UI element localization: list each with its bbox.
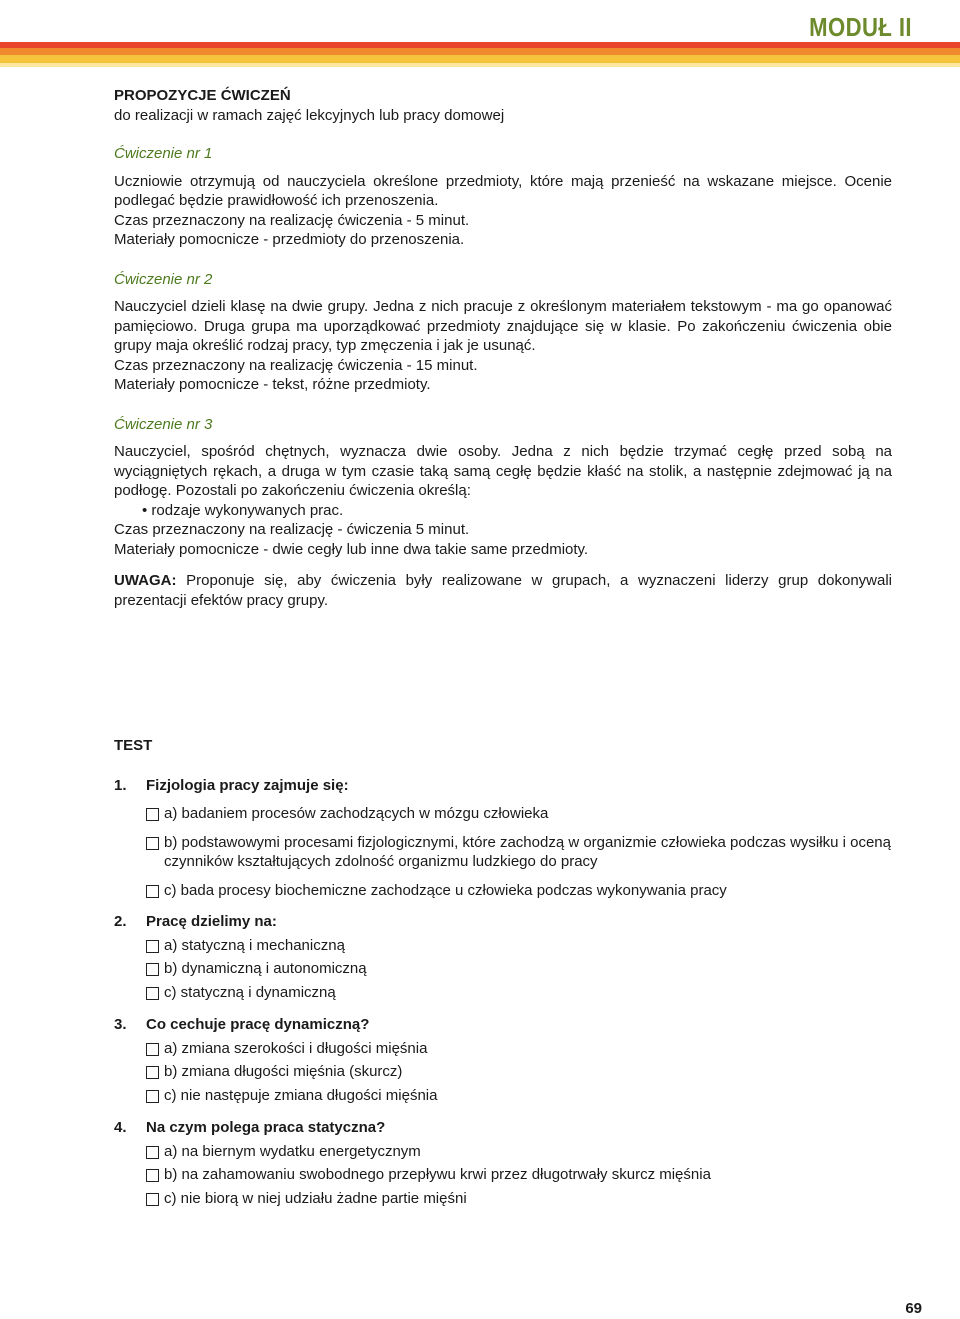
question-1 [114, 776, 892, 796]
answer-text: b) zmiana długości mięśnia (skurcz) [164, 1063, 403, 1080]
band-stripe-yellow [0, 55, 960, 63]
answer-text: a) zmiana szerokości i długości mięśnia [164, 1039, 428, 1057]
checkbox-icon[interactable] [146, 808, 159, 821]
answer-option[interactable] [114, 1142, 892, 1162]
module-label: MODUŁ II [809, 12, 912, 42]
exercise-1-time: Czas przeznaczony na realizację ćwiczenia - 5 minut. [114, 211, 470, 229]
exercise-2-text: Nauczyciel dzieli klasę na dwie grupy. Jedna z nich pracuje z określonym materiałem tekstowym - ma go opanować pamięciowo. Druga grupa ma uporządkować przedmioty znajdujące się w klasie. Po zakończeniu ćwiczenia obie grupy maja określić rodzaj pracy, typ zmęczenia i jak je usunąć. [114, 298, 892, 354]
exercise-2-materials: Materiały pomocnicze - tekst, różne przedmioty. [114, 376, 431, 393]
answer-text: b) na zahamowaniu swobodnego przepływu krwi przez długotrwały skurcz mięśnia [164, 1166, 711, 1183]
note-text: Proponuje się, aby ćwiczenia były realizowane w grupach, a wyznaczeni liderzy grup dokonywali prezentacji efektów pracy grupy. [114, 572, 892, 609]
exercise-3-text: Nauczyciel, spośród chętnych, wyznacza dwie osoby. Jedna z nich będzie trzymać cegłę przed sobą na wyciągniętych rękach, a druga w tym czasie taką samą cegłę będzie kłaść na stolik, a następnie zdejmować ją na podłogę. Pozostali po zakończeniu ćwiczenia określą: [114, 443, 892, 499]
question-number: 2. [114, 913, 127, 930]
section-title: PROPOZYCJE ĆWICZEŃ [114, 87, 291, 104]
exercise-2-time: Czas przeznaczony na realizację ćwiczenia - 15 minut. [114, 356, 478, 374]
answer-option[interactable] [114, 1062, 892, 1082]
section-subtitle: do realizacji w ramach zajęć lekcyjnych lub pracy domowej [114, 106, 505, 124]
answer-option[interactable] [114, 804, 892, 824]
note-label: UWAGA: [114, 572, 177, 589]
question-number: 3. [114, 1016, 127, 1033]
header-color-band [0, 42, 960, 68]
question-4 [114, 1118, 892, 1138]
question-text: Co cechuje pracę dynamiczną? [146, 1016, 370, 1033]
answer-text: a) na biernym wydatku energetycznym [164, 1142, 421, 1160]
checkbox-icon[interactable] [146, 1169, 159, 1182]
answer-text: a) badaniem procesów zachodzących w mózgu człowieka [164, 805, 549, 822]
checkbox-icon[interactable] [146, 1193, 159, 1206]
question-number: 1. [114, 776, 127, 794]
note-paragraph [114, 571, 892, 610]
answer-text: a) statyczną i mechaniczną [164, 936, 345, 954]
checkbox-icon[interactable] [146, 837, 159, 850]
band-stripe-light [0, 63, 960, 67]
checkbox-icon[interactable] [146, 940, 159, 953]
exercise-2-title: Ćwiczenie nr 2 [114, 270, 213, 288]
question-text: Pracę dzielimy na: [146, 913, 277, 930]
answer-text: b) dynamiczną i autonomiczną [164, 960, 367, 977]
exercise-3-time: Czas przeznaczony na realizację - ćwiczenia 5 minut. [114, 521, 470, 538]
question-text: Fizjologia pracy zajmuje się: [146, 776, 349, 794]
page-number: 69 [905, 1300, 922, 1317]
exercise-3-bullet: • rodzaje wykonywanych prac. [142, 501, 344, 519]
answer-text: b) podstawowymi procesami fizjologicznymi, które zachodzą w organizmie człowieka podczas wysiłku i oceną czynników kształtujących zdolność organizmu ludzkiego do pracy [164, 833, 891, 870]
question-number: 4. [114, 1119, 127, 1136]
answer-option[interactable] [114, 936, 892, 956]
band-stripe-orange [0, 48, 960, 55]
answer-option[interactable] [114, 1189, 892, 1209]
checkbox-icon[interactable] [146, 963, 159, 976]
answer-option[interactable] [114, 833, 892, 872]
exercise-3-materials: Materiały pomocnicze - dwie cegły lub inne dwa takie same przedmioty. [114, 540, 589, 558]
checkbox-icon[interactable] [146, 885, 159, 898]
answer-text: c) bada procesy biochemiczne zachodzące u człowieka podczas wykonywania pracy [164, 881, 727, 899]
answer-text: c) nie następuje zmiana długości mięśnia [164, 1086, 438, 1104]
test-title: TEST [114, 737, 153, 754]
answer-option[interactable] [114, 1086, 892, 1106]
checkbox-icon[interactable] [146, 1146, 159, 1159]
checkbox-icon[interactable] [146, 1066, 159, 1079]
exercise-1-text: Uczniowie otrzymują od nauczyciela określone przedmioty, które mają przenieść na wskazane miejsce. Ocenie podlegać będzie prawidłowość ich przenoszenia. [114, 172, 892, 209]
question-text: Na czym polega praca statyczna? [146, 1119, 386, 1136]
answer-option[interactable] [114, 959, 892, 979]
answer-text: c) nie biorą w niej udziału żadne partie mięśni [164, 1189, 467, 1207]
checkbox-icon[interactable] [146, 1090, 159, 1103]
checkbox-icon[interactable] [146, 1043, 159, 1056]
page-content [114, 86, 892, 1208]
answer-text: c) statyczną i dynamiczną [164, 983, 336, 1001]
checkbox-icon[interactable] [146, 987, 159, 1000]
answer-option[interactable] [114, 983, 892, 1003]
answer-option[interactable] [114, 881, 892, 901]
exercise-1-materials: Materiały pomocnicze - przedmioty do przenoszenia. [114, 231, 465, 248]
exercise-1-title: Ćwiczenie nr 1 [114, 145, 213, 162]
exercise-3-title: Ćwiczenie nr 3 [114, 415, 213, 433]
question-2 [114, 912, 892, 932]
answer-option[interactable] [114, 1039, 892, 1059]
answer-option[interactable] [114, 1165, 892, 1185]
question-3 [114, 1015, 892, 1035]
